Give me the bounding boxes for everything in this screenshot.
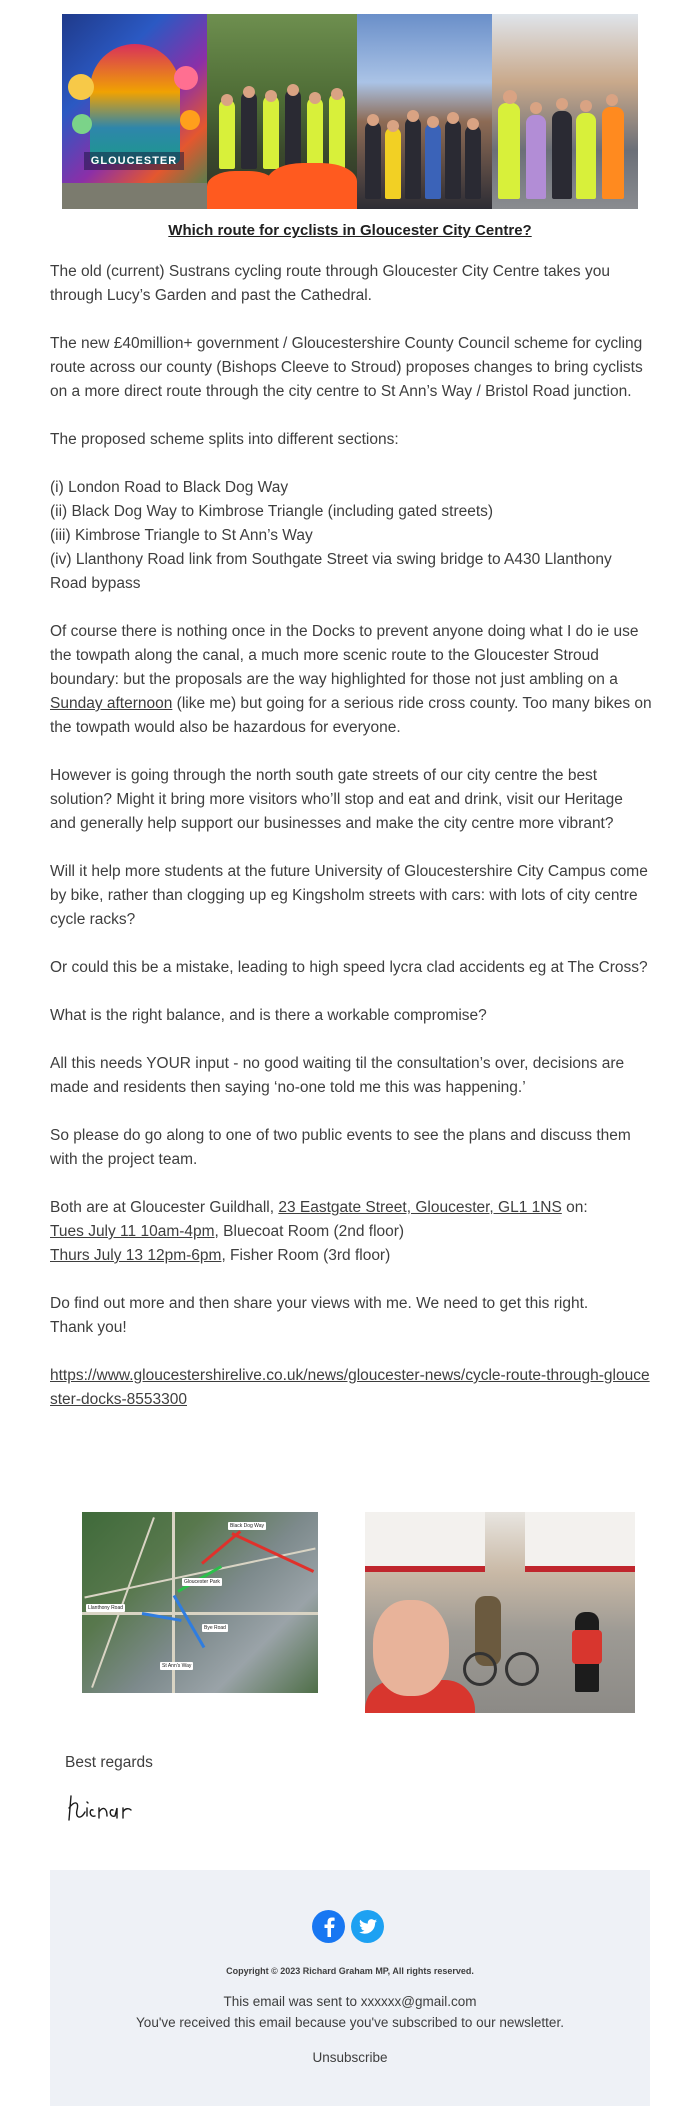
gloucester-mural-photo — [62, 14, 207, 209]
events-details: Both are at Gloucester Guildhall, 23 Eastgate Street, Gloucester, GL1 1NS on: Tues July 11 10am-4pm, Bluecoat Room (2nd floor) Thurs July 13 12pm-6pm, Fisher Room (3rd floor) — [50, 1199, 588, 1264]
map-label: Llanthony Road — [88, 1605, 124, 1611]
paragraph-current-route: The old (current) Sustrans cycling route through Gloucester City Centre takes you through Lucy’s Garden and past the Cathedral. — [50, 263, 610, 304]
paragraph-balance: What is the right balance, and is there a workable compromise? — [50, 1007, 487, 1024]
street-team-photo — [492, 14, 638, 209]
list-item: (ii) Black Dog Way to Kimbrose Triangle (including gated streets) — [50, 503, 494, 520]
facebook-icon[interactable] — [312, 1910, 345, 1943]
article-body — [50, 260, 652, 1436]
copyright-text: Copyright © 2023 Richard Graham MP, All rights reserved. — [226, 1966, 474, 1976]
header-photo-collage — [62, 14, 638, 209]
twitter-icon[interactable] — [351, 1910, 384, 1943]
article-url-link[interactable]: https://www.gloucestershirelive.co.uk/news/gloucester-news/cycle-route-through-gloucester-docks-8553300 — [50, 1367, 650, 1408]
paragraph-new-scheme: The new £40million+ government / Gloucestershire County Council scheme for cycling route across our county (Bishops Cleeve to Stroud) proposes changes to bring cyclists on a more direct route through the city centre to St Ann’s Way / Bristol Road junction. — [50, 335, 643, 400]
map-label: Bye Road — [204, 1625, 226, 1631]
route-map-image — [82, 1512, 318, 1693]
event-1-date-link[interactable]: Tues July 11 10am-4pm — [50, 1223, 215, 1240]
sections-list — [50, 476, 652, 596]
list-item: (i) London Road to Black Dog Way — [50, 479, 289, 496]
paragraph-sections-intro: The proposed scheme splits into different sections: — [50, 431, 399, 448]
list-item: (iv) Llanthony Road link from Southgate Street via swing bridge to A430 Llanthony Road bypass — [50, 551, 612, 592]
sunday-afternoon-link[interactable]: Sunday afternoon — [50, 695, 173, 712]
list-item: (iii) Kimbrose Triangle to St Ann’s Way — [50, 527, 313, 544]
group-rally-photo — [357, 14, 492, 209]
map-label: St Ann's Way — [162, 1663, 192, 1669]
map-label: Gloucester Park — [184, 1579, 220, 1585]
unsubscribe-link[interactable]: Unsubscribe — [312, 2050, 388, 2065]
paragraph-towpath: Of course there is nothing once in the Docks to prevent anyone doing what I do ie use the towpath along the canal, a much more scenic route to the Gloucester Stroud boundary: but the proposals are the way highlighted for those not just ambling on a Sunday afternoon (like me) but going for a serious ride cross county. Too many bikes on the towpath would also be hazardous for everyone. — [50, 623, 652, 736]
paragraph-gate-streets: However is going through the north south gate streets of our city centre the best solution? Might it bring more visitors who’ll stop and eat and drink, visit our Heritage and generally help support our businesses and make the city centre more vibrant? — [50, 767, 623, 832]
handwritten-signature — [65, 1790, 155, 1830]
cyclist-selfie-photo — [365, 1512, 635, 1713]
mural-sign-text: GLOUCESTER — [84, 152, 184, 170]
event-2-date-link[interactable]: Thurs July 13 12pm-6pm — [50, 1247, 222, 1264]
litter-pick-group-photo — [207, 14, 357, 209]
closing-paragraph: Do find out more and then share your views with me. We need to get this right. Thank you! — [50, 1295, 589, 1336]
paragraph-students: Will it help more students at the future University of Gloucestershire City Campus come by bike, rather than clogging up eg Kingsholm streets with cars: with lots of city centre cycle racks? — [50, 863, 648, 928]
email-footer — [50, 1870, 650, 2106]
guildhall-address-link[interactable]: 23 Eastgate Street, Gloucester, GL1 1NS — [278, 1199, 562, 1216]
map-label: Black Dog Way — [230, 1523, 264, 1529]
social-links — [312, 1910, 384, 1943]
subscription-reason-text: You've received this email because you've subscribed to our newsletter. — [136, 2015, 564, 2030]
paragraph-your-input: All this needs YOUR input - no good waiting til the consultation’s over, decisions are made and residents then saying ‘no-one told me this was happening.’ — [50, 1055, 625, 1096]
article-title: Which route for cyclists in Gloucester City Centre? — [168, 222, 532, 239]
sent-to-text: This email was sent to xxxxxx@gmail.com — [223, 1994, 477, 2009]
paragraph-public-events: So please do go along to one of two public events to see the plans and discuss them with the project team. — [50, 1127, 631, 1168]
paragraph-mistake: Or could this be a mistake, leading to high speed lycra clad accidents eg at The Cross? — [50, 959, 648, 976]
best-regards-text: Best regards — [65, 1754, 153, 1771]
